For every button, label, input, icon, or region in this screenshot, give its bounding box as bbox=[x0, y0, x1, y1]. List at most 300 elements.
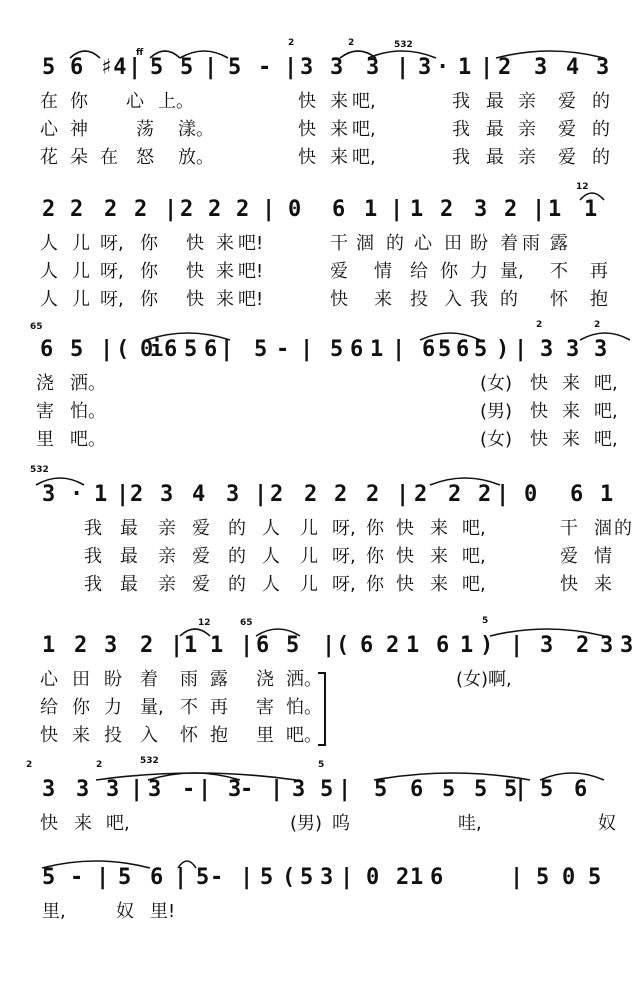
lyric-syllable: 害 bbox=[36, 401, 54, 422]
lyric-syllable: 的 bbox=[592, 119, 610, 140]
note: ( bbox=[282, 865, 296, 890]
note: 2 bbox=[208, 197, 222, 222]
note: 2 bbox=[304, 482, 318, 507]
lyric-syllable: 快 bbox=[530, 373, 548, 394]
notation-line bbox=[0, 48, 640, 88]
lyric-syllable: 心 bbox=[40, 119, 58, 140]
note: 3 bbox=[594, 337, 608, 362]
lyric-syllable: 你 bbox=[366, 574, 384, 595]
lyric-syllable: 亲 bbox=[158, 518, 176, 539]
grace-mark: 2 bbox=[96, 760, 103, 770]
lyric-syllable: 最 bbox=[120, 574, 138, 595]
lyric-syllable: 快 bbox=[298, 91, 316, 112]
notation-line bbox=[0, 626, 640, 666]
note: 1 bbox=[460, 633, 474, 658]
note: 2 bbox=[140, 633, 154, 658]
lyric-syllable: 来 bbox=[330, 147, 348, 168]
note: 3 bbox=[42, 777, 56, 802]
lyric-syllable: 再 bbox=[210, 697, 228, 718]
note: 6 bbox=[574, 777, 588, 802]
lyric-verse-3 bbox=[0, 144, 640, 174]
lyric-verse-1 bbox=[0, 898, 640, 928]
barline: | bbox=[96, 865, 110, 890]
lyric-syllable: 来 bbox=[562, 429, 580, 450]
lyric-syllable: 荡 bbox=[136, 119, 154, 140]
lyric-syllable: 亲 bbox=[518, 147, 536, 168]
note: 5 bbox=[330, 337, 344, 362]
lyric-syllable: 呜 bbox=[332, 813, 350, 834]
note: 2 bbox=[576, 633, 590, 658]
barline: | bbox=[128, 55, 142, 80]
note: 2 bbox=[396, 865, 410, 890]
note: 3 bbox=[320, 865, 334, 890]
lyric-syllable: 你 bbox=[140, 261, 158, 282]
notation-line bbox=[0, 190, 640, 230]
lyric-syllable: 你 bbox=[140, 289, 158, 310]
lyric-syllable: 快 bbox=[186, 233, 204, 254]
lyric-syllable: 呀, bbox=[100, 289, 124, 310]
note: 3 bbox=[600, 633, 614, 658]
lyric-verse-1 bbox=[0, 370, 640, 400]
barline: | bbox=[284, 55, 298, 80]
lyric-syllable: 儿 bbox=[72, 261, 90, 282]
note: 3 bbox=[42, 482, 56, 507]
lyric-syllable: 来 bbox=[74, 813, 92, 834]
lyric-syllable: 着 bbox=[140, 669, 158, 690]
lyric-syllable: 快 bbox=[330, 289, 348, 310]
note: 2 bbox=[498, 55, 512, 80]
note: 5 bbox=[438, 337, 452, 362]
note: 5 bbox=[536, 865, 550, 890]
note: 6 bbox=[256, 633, 270, 658]
lyric-syllable: 我 bbox=[84, 518, 102, 539]
note: 2 bbox=[270, 482, 284, 507]
note: 1 bbox=[458, 55, 472, 80]
note: 1 bbox=[94, 482, 108, 507]
lyric-syllable: 最 bbox=[120, 546, 138, 567]
lyric-syllable: 最 bbox=[486, 119, 504, 140]
lyric-syllable: 爱 bbox=[558, 119, 576, 140]
barline: | bbox=[514, 337, 528, 362]
lyric-verse-1 bbox=[0, 88, 640, 118]
grace-mark: 12 bbox=[576, 182, 589, 192]
lyric-syllable: 亲 bbox=[158, 546, 176, 567]
note: 5 bbox=[42, 55, 56, 80]
barline: | bbox=[220, 337, 234, 362]
lyric-syllable: 吧, bbox=[352, 147, 376, 168]
lyric-syllable: 干 bbox=[560, 518, 578, 539]
note: 3 bbox=[226, 482, 240, 507]
lyric-syllable: 在 bbox=[40, 91, 58, 112]
lyric-syllable: 心 bbox=[40, 669, 58, 690]
lyric-syllable: 儿 bbox=[300, 574, 318, 595]
note: 6 bbox=[430, 865, 444, 890]
note: 5 bbox=[474, 777, 488, 802]
lyric-syllable: 放。 bbox=[178, 147, 214, 168]
barline: | bbox=[392, 337, 406, 362]
note: ) bbox=[496, 337, 510, 362]
note: 1 bbox=[184, 633, 198, 658]
note: 3 bbox=[620, 633, 634, 658]
lyric-syllable: 盼 bbox=[470, 233, 488, 254]
lyric-syllable: (女) bbox=[480, 373, 513, 394]
lyric-verse-1 bbox=[0, 230, 640, 260]
note: 3 bbox=[540, 633, 554, 658]
note: 4 bbox=[192, 482, 206, 507]
lyric-syllable: 吧! bbox=[238, 233, 264, 254]
lyric-syllable: 人 bbox=[262, 546, 280, 567]
barline: | bbox=[396, 482, 410, 507]
barline: | bbox=[270, 777, 284, 802]
note: 1 bbox=[410, 197, 424, 222]
note: 6 bbox=[164, 337, 178, 362]
lyric-syllable: 朵 bbox=[70, 147, 88, 168]
lyric-syllable: 快 bbox=[186, 261, 204, 282]
note: 6 bbox=[332, 197, 346, 222]
note: 3 bbox=[366, 55, 380, 80]
lyric-syllable: 不 bbox=[180, 697, 198, 718]
notation-line bbox=[0, 330, 640, 370]
lyric-syllable: 怕。 bbox=[70, 401, 106, 422]
lyric-syllable: 人 bbox=[40, 261, 58, 282]
lyric-syllable: 着 bbox=[500, 233, 518, 254]
note: 2 bbox=[130, 482, 144, 507]
score-system-4 bbox=[0, 465, 640, 605]
lyric-syllable: 的 bbox=[614, 518, 632, 539]
note: 2 bbox=[104, 197, 118, 222]
note: 1 bbox=[364, 197, 378, 222]
lyric-syllable: 你 bbox=[366, 546, 384, 567]
lyric-syllable: 怕。 bbox=[286, 697, 322, 718]
note: 5 bbox=[588, 865, 602, 890]
lyric-syllable: 来 bbox=[430, 574, 448, 595]
notation-line bbox=[0, 770, 640, 810]
lyric-syllable: 雨 bbox=[180, 669, 198, 690]
lyric-syllable: 怀 bbox=[550, 289, 568, 310]
barline: | bbox=[262, 197, 276, 222]
grace-mark: 532 bbox=[394, 40, 413, 50]
lyric-syllable: 呀, bbox=[332, 546, 356, 567]
note: 0 bbox=[140, 337, 154, 362]
note: 5 bbox=[228, 55, 242, 80]
lyric-syllable: 入 bbox=[444, 289, 462, 310]
grace-mark: 65 bbox=[30, 322, 43, 332]
lyric-syllable: 漾。 bbox=[178, 119, 214, 140]
lyric-syllable: 最 bbox=[486, 147, 504, 168]
lyric-syllable: 力 bbox=[104, 697, 122, 718]
note: 5 bbox=[540, 777, 554, 802]
lyric-syllable: 亲 bbox=[518, 91, 536, 112]
note: 4 bbox=[566, 55, 580, 80]
note: - bbox=[258, 55, 272, 80]
note: 2 bbox=[134, 197, 148, 222]
lyric-syllable: 快 bbox=[530, 429, 548, 450]
barline: | bbox=[204, 55, 218, 80]
barline: | bbox=[510, 865, 524, 890]
lyric-syllable: 来 bbox=[216, 233, 234, 254]
lyric-syllable: 快 bbox=[186, 289, 204, 310]
notation-line bbox=[0, 858, 640, 898]
lyric-syllable: 的 bbox=[386, 233, 404, 254]
note: 6 bbox=[570, 482, 584, 507]
note: 0 bbox=[562, 865, 576, 890]
lyric-syllable: 涸 bbox=[594, 518, 612, 539]
score-system-2 bbox=[0, 182, 640, 320]
note: 6 bbox=[350, 337, 364, 362]
note: 0 bbox=[366, 865, 380, 890]
note: 3 bbox=[106, 777, 120, 802]
lyric-syllable: 快 bbox=[560, 574, 578, 595]
lyric-syllable: (男) bbox=[480, 401, 513, 422]
lyric-syllable: 来 bbox=[562, 373, 580, 394]
note: 2 bbox=[180, 197, 194, 222]
lyric-syllable: 露 bbox=[550, 233, 568, 254]
barline: | bbox=[480, 55, 494, 80]
note: 5 bbox=[260, 865, 274, 890]
note: 3 bbox=[160, 482, 174, 507]
lyric-syllable: 人 bbox=[262, 574, 280, 595]
lyric-syllable: 我 bbox=[470, 289, 488, 310]
lyric-syllable: 呀, bbox=[100, 233, 124, 254]
lyric-syllable: 吧! bbox=[238, 289, 264, 310]
lyric-syllable: 浇 bbox=[256, 669, 274, 690]
lyric-syllable: 干 bbox=[330, 233, 348, 254]
lyric-syllable: 盼 bbox=[104, 669, 122, 690]
lyric-syllable: 里 bbox=[36, 429, 54, 450]
lyric-syllable: 来 bbox=[430, 546, 448, 567]
barline: | bbox=[510, 633, 524, 658]
note: 1 bbox=[600, 482, 614, 507]
lyric-syllable: 情 bbox=[374, 261, 392, 282]
note: 6 bbox=[410, 777, 424, 802]
barline: | bbox=[338, 777, 352, 802]
lyric-syllable: 洒。 bbox=[70, 373, 106, 394]
barline: | bbox=[198, 777, 212, 802]
lyric-syllable: 你 bbox=[72, 697, 90, 718]
lyric-syllable: 呀, bbox=[332, 574, 356, 595]
note: · bbox=[436, 55, 450, 80]
note: - bbox=[276, 337, 290, 362]
lyric-syllable: 给 bbox=[40, 697, 58, 718]
lyric-syllable: 人 bbox=[40, 233, 58, 254]
barline: | bbox=[300, 337, 314, 362]
lyric-syllable: 呀, bbox=[332, 518, 356, 539]
lyric-syllable: 吧, bbox=[106, 813, 130, 834]
lyric-verse-3 bbox=[0, 426, 640, 456]
note: 1 bbox=[548, 197, 562, 222]
lyric-syllable: 在 bbox=[100, 147, 118, 168]
lyric-syllable: 你 bbox=[366, 518, 384, 539]
lyric-syllable: 力 bbox=[470, 261, 488, 282]
lyric-syllable: 心 bbox=[126, 91, 144, 112]
grace-mark: ff bbox=[136, 48, 144, 58]
lyric-syllable: 不 bbox=[550, 261, 568, 282]
note: 2 bbox=[440, 197, 454, 222]
barline: | bbox=[322, 633, 336, 658]
barline: | bbox=[170, 633, 184, 658]
lyric-syllable: 爱 bbox=[558, 91, 576, 112]
lyric-syllable: 来 bbox=[216, 261, 234, 282]
lyric-syllable: 怒 bbox=[136, 147, 154, 168]
note: 3 bbox=[418, 55, 432, 80]
lyric-syllable: 来 bbox=[562, 401, 580, 422]
lyric-syllable: 里, bbox=[42, 901, 66, 922]
lyric-syllable: 来 bbox=[430, 518, 448, 539]
lyric-syllable: 的 bbox=[228, 518, 246, 539]
barline: | bbox=[240, 865, 254, 890]
grace-mark: 12 bbox=[198, 618, 211, 628]
lyric-syllable: 抱 bbox=[210, 725, 228, 746]
lyric-syllable: 爱 bbox=[192, 518, 210, 539]
note: 2 bbox=[334, 482, 348, 507]
lyric-syllable: 儿 bbox=[72, 289, 90, 310]
note: 2 bbox=[504, 197, 518, 222]
note: 2 bbox=[236, 197, 250, 222]
note: 3 bbox=[148, 777, 162, 802]
lyric-syllable: (女) bbox=[456, 669, 489, 690]
lyric-syllable: 怀 bbox=[180, 725, 198, 746]
lyric-syllable: 来 bbox=[330, 119, 348, 140]
lyric-syllable: 亲 bbox=[518, 119, 536, 140]
lyric-syllable: 我 bbox=[84, 546, 102, 567]
grace-mark: 2 bbox=[536, 320, 543, 330]
lyric-syllable: 儿 bbox=[300, 546, 318, 567]
lyric-syllable: 田 bbox=[444, 233, 462, 254]
barline: | bbox=[254, 482, 268, 507]
lyric-syllable: 人 bbox=[40, 289, 58, 310]
lyric-syllable: 我 bbox=[84, 574, 102, 595]
lyric-syllable: 吧。 bbox=[70, 429, 106, 450]
note: 1 bbox=[410, 865, 424, 890]
barline: | bbox=[496, 482, 510, 507]
lyric-syllable: 涸 bbox=[356, 233, 374, 254]
lyric-syllable: 来 bbox=[330, 91, 348, 112]
lyric-syllable: 快 bbox=[40, 813, 58, 834]
barline: | bbox=[532, 197, 546, 222]
grace-mark: 65 bbox=[240, 618, 253, 628]
note: - bbox=[70, 865, 84, 890]
lyric-syllable: 的 bbox=[228, 574, 246, 595]
note: 6 bbox=[40, 337, 54, 362]
lyric-syllable: 亲 bbox=[158, 574, 176, 595]
lyric-syllable: 儿 bbox=[300, 518, 318, 539]
note: 5 bbox=[118, 865, 132, 890]
lyric-syllable: 里 bbox=[256, 725, 274, 746]
lyric-syllable: 花 bbox=[40, 147, 58, 168]
lyric-syllable: 最 bbox=[486, 91, 504, 112]
lyric-syllable: 的 bbox=[500, 289, 518, 310]
note: 3 bbox=[228, 777, 242, 802]
note: ) bbox=[480, 633, 494, 658]
note: 3 bbox=[76, 777, 90, 802]
lyric-syllable: 量, bbox=[140, 697, 164, 718]
lyric-syllable: 量, bbox=[500, 261, 524, 282]
score-system-1 bbox=[0, 38, 640, 178]
lyric-syllable: 哇, bbox=[458, 813, 482, 834]
note: i bbox=[150, 337, 164, 362]
lyric-syllable: 抱 bbox=[590, 289, 608, 310]
note: 5 bbox=[504, 777, 518, 802]
note: 6 bbox=[204, 337, 218, 362]
note: 6 bbox=[456, 337, 470, 362]
lyric-syllable: 你 bbox=[440, 261, 458, 282]
note: 1 bbox=[406, 633, 420, 658]
barline: | bbox=[514, 777, 528, 802]
lyric-syllable: 吧, bbox=[352, 119, 376, 140]
note: 2 bbox=[478, 482, 492, 507]
note: 2 bbox=[70, 197, 84, 222]
lyric-syllable: 的 bbox=[228, 546, 246, 567]
barline: | bbox=[130, 777, 144, 802]
note: 5 bbox=[150, 55, 164, 80]
note: ♯4 bbox=[100, 55, 127, 80]
lyric-syllable: 你 bbox=[70, 91, 88, 112]
lyric-syllable: (男) bbox=[290, 813, 323, 834]
barline: | bbox=[390, 197, 404, 222]
lyric-syllable: 吧, bbox=[462, 574, 486, 595]
note: 2 bbox=[366, 482, 380, 507]
note: 5 bbox=[42, 865, 56, 890]
lyric-syllable: 爱 bbox=[330, 261, 348, 282]
barline: | bbox=[164, 197, 178, 222]
lyric-syllable: 爱 bbox=[560, 546, 578, 567]
lyric-syllable: 快 bbox=[530, 401, 548, 422]
lyric-syllable: 快 bbox=[396, 546, 414, 567]
score-system-7 bbox=[0, 858, 640, 988]
note: 3 bbox=[534, 55, 548, 80]
note: 0 bbox=[288, 197, 302, 222]
lyric-syllable: 的 bbox=[592, 91, 610, 112]
note: 5 bbox=[300, 865, 314, 890]
lyric-syllable: 投 bbox=[410, 289, 428, 310]
note: 1 bbox=[210, 633, 224, 658]
lyric-syllable: 上。 bbox=[158, 91, 194, 112]
note: · bbox=[70, 482, 84, 507]
lyric-syllable: 吧, bbox=[594, 373, 618, 394]
lyric-syllable: 快 bbox=[396, 518, 414, 539]
lyric-syllable: 来 bbox=[374, 289, 392, 310]
note: 2 bbox=[386, 633, 400, 658]
barline: | bbox=[240, 633, 254, 658]
note: 3 bbox=[474, 197, 488, 222]
lyric-syllable: 快 bbox=[40, 725, 58, 746]
note: 0 bbox=[524, 482, 538, 507]
note: 5 bbox=[474, 337, 488, 362]
note: - bbox=[240, 777, 254, 802]
grace-mark: 2 bbox=[26, 760, 33, 770]
note: 3 bbox=[330, 55, 344, 80]
note: 5 bbox=[180, 55, 194, 80]
lyric-verse-2 bbox=[0, 398, 640, 428]
note: ( bbox=[336, 633, 350, 658]
barline: | bbox=[174, 865, 188, 890]
note: 6 bbox=[436, 633, 450, 658]
note: 3 bbox=[292, 777, 306, 802]
note: - bbox=[182, 777, 196, 802]
lyric-syllable: 吧, bbox=[462, 546, 486, 567]
lyric-syllable: 快 bbox=[298, 147, 316, 168]
grace-mark: 2 bbox=[594, 320, 601, 330]
note: 2 bbox=[448, 482, 462, 507]
grace-mark: 5 bbox=[482, 616, 489, 626]
lyric-syllable: (女) bbox=[480, 429, 513, 450]
lyric-syllable: 呀, bbox=[100, 261, 124, 282]
note: 3 bbox=[566, 337, 580, 362]
lyric-syllable: 快 bbox=[298, 119, 316, 140]
lyric-syllable: 吧, bbox=[594, 429, 618, 450]
lyric-syllable: 雨 bbox=[522, 233, 540, 254]
lyric-verse-2 bbox=[0, 543, 640, 573]
